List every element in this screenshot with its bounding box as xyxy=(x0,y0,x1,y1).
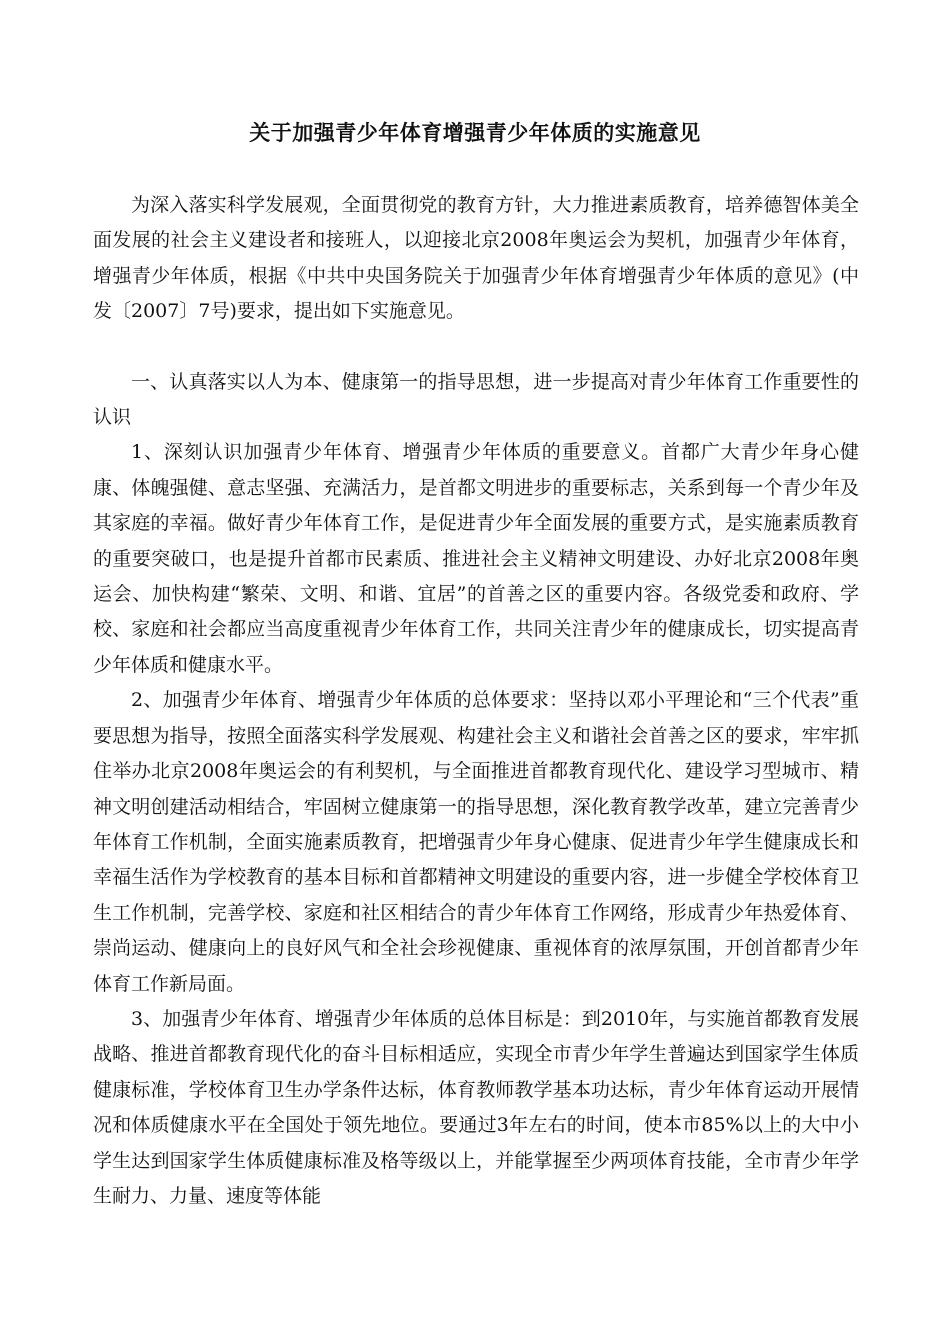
paragraph-item-1: 1、深刻认识加强青少年体育、增强青少年体质的重要意义。首都广大青少年身心健康、体魄强健、意志坚强、充满活力，是首都文明进步的重要标志，关系到每一个青少年及其家庭的幸福。做好青少年体育工作，是促进青少年全面发展的重要方式，是实施素质教育的重要突破口，也是提升首都市民素质、推进社会主义精神文明建设、办好北京2008年奥运会、加快构建“繁荣、文明、和谐、宜居”的首善之区的重要内容。各级党委和政府、学校、家庭和社会都应当高度重视青少年体育工作，共同关注青少年的健康成长，切实提高青少年体质和健康水平。 xyxy=(93,441,859,676)
document-body xyxy=(93,188,859,1214)
document-title: 关于加强青少年体育增强青少年体质的实施意见 xyxy=(249,120,701,145)
section-heading-1: 一、认真落实以人为本、健康第一的指导思想，进一步提高对青少年体育工作重要性的认识 xyxy=(93,370,859,429)
intro-paragraph: 为深入落实科学发展观，全面贯彻党的教育方针，大力推进素质教育，培养德智体美全面发展的社会主义建设者和接班人，以迎接北京2008年奥运会为契机，加强青少年体育，增强青少年体质，根据《中共中央国务院关于加强青少年体育增强青少年体质的意见》(中发〔2007〕7号)要求，提出如下实施意见。 xyxy=(93,194,859,323)
paragraph-item-3: 3、加强青少年体育、增强青少年体质的总体目标是：到2010年，与实施首都教育发展战略、推进首都教育现代化的奋斗目标相适应，实现全市青少年学生普遍达到国家学生体质健康标准，学校体育卫生办学条件达标，体育教师教学基本功达标，青少年体育运动开展情况和体质健康水平在全国处于领先地位。要通过3年左右的时间，使本市85%以上的大中小学生达到国家学生体质健康标准及格等级以上，并能掌握至少两项体育技能，全市青少年学生耐力、力量、速度等体能 xyxy=(93,1007,859,1207)
paragraph-item-2: 2、加强青少年体育、增强青少年体质的总体要求：坚持以邓小平理论和“三个代表”重要思想为指导，按照全面落实科学发展观、构建社会主义和谐社会首善之区的要求，牢牢抓住举办北京2008年奥运会的有利契机，与全面推进首都教育现代化、建设学习型城市、精神文明创建活动相结合，牢固树立健康第一的指导思想，深化教育教学改革，建立完善青少年体育工作机制，全面实施素质教育，把增强青少年身心健康、促进青少年学生健康成长和幸福生活作为学校教育的基本目标和首都精神文明建设的重要内容，进一步健全学校体育卫生工作机制，完善学校、家庭和社区相结合的青少年体育工作网络，形成青少年热爱体育、崇尚运动、健康向上的良好风气和全社会珍视健康、重视体育的浓厚氛围，开创首都青少年体育工作新局面。 xyxy=(93,689,859,995)
